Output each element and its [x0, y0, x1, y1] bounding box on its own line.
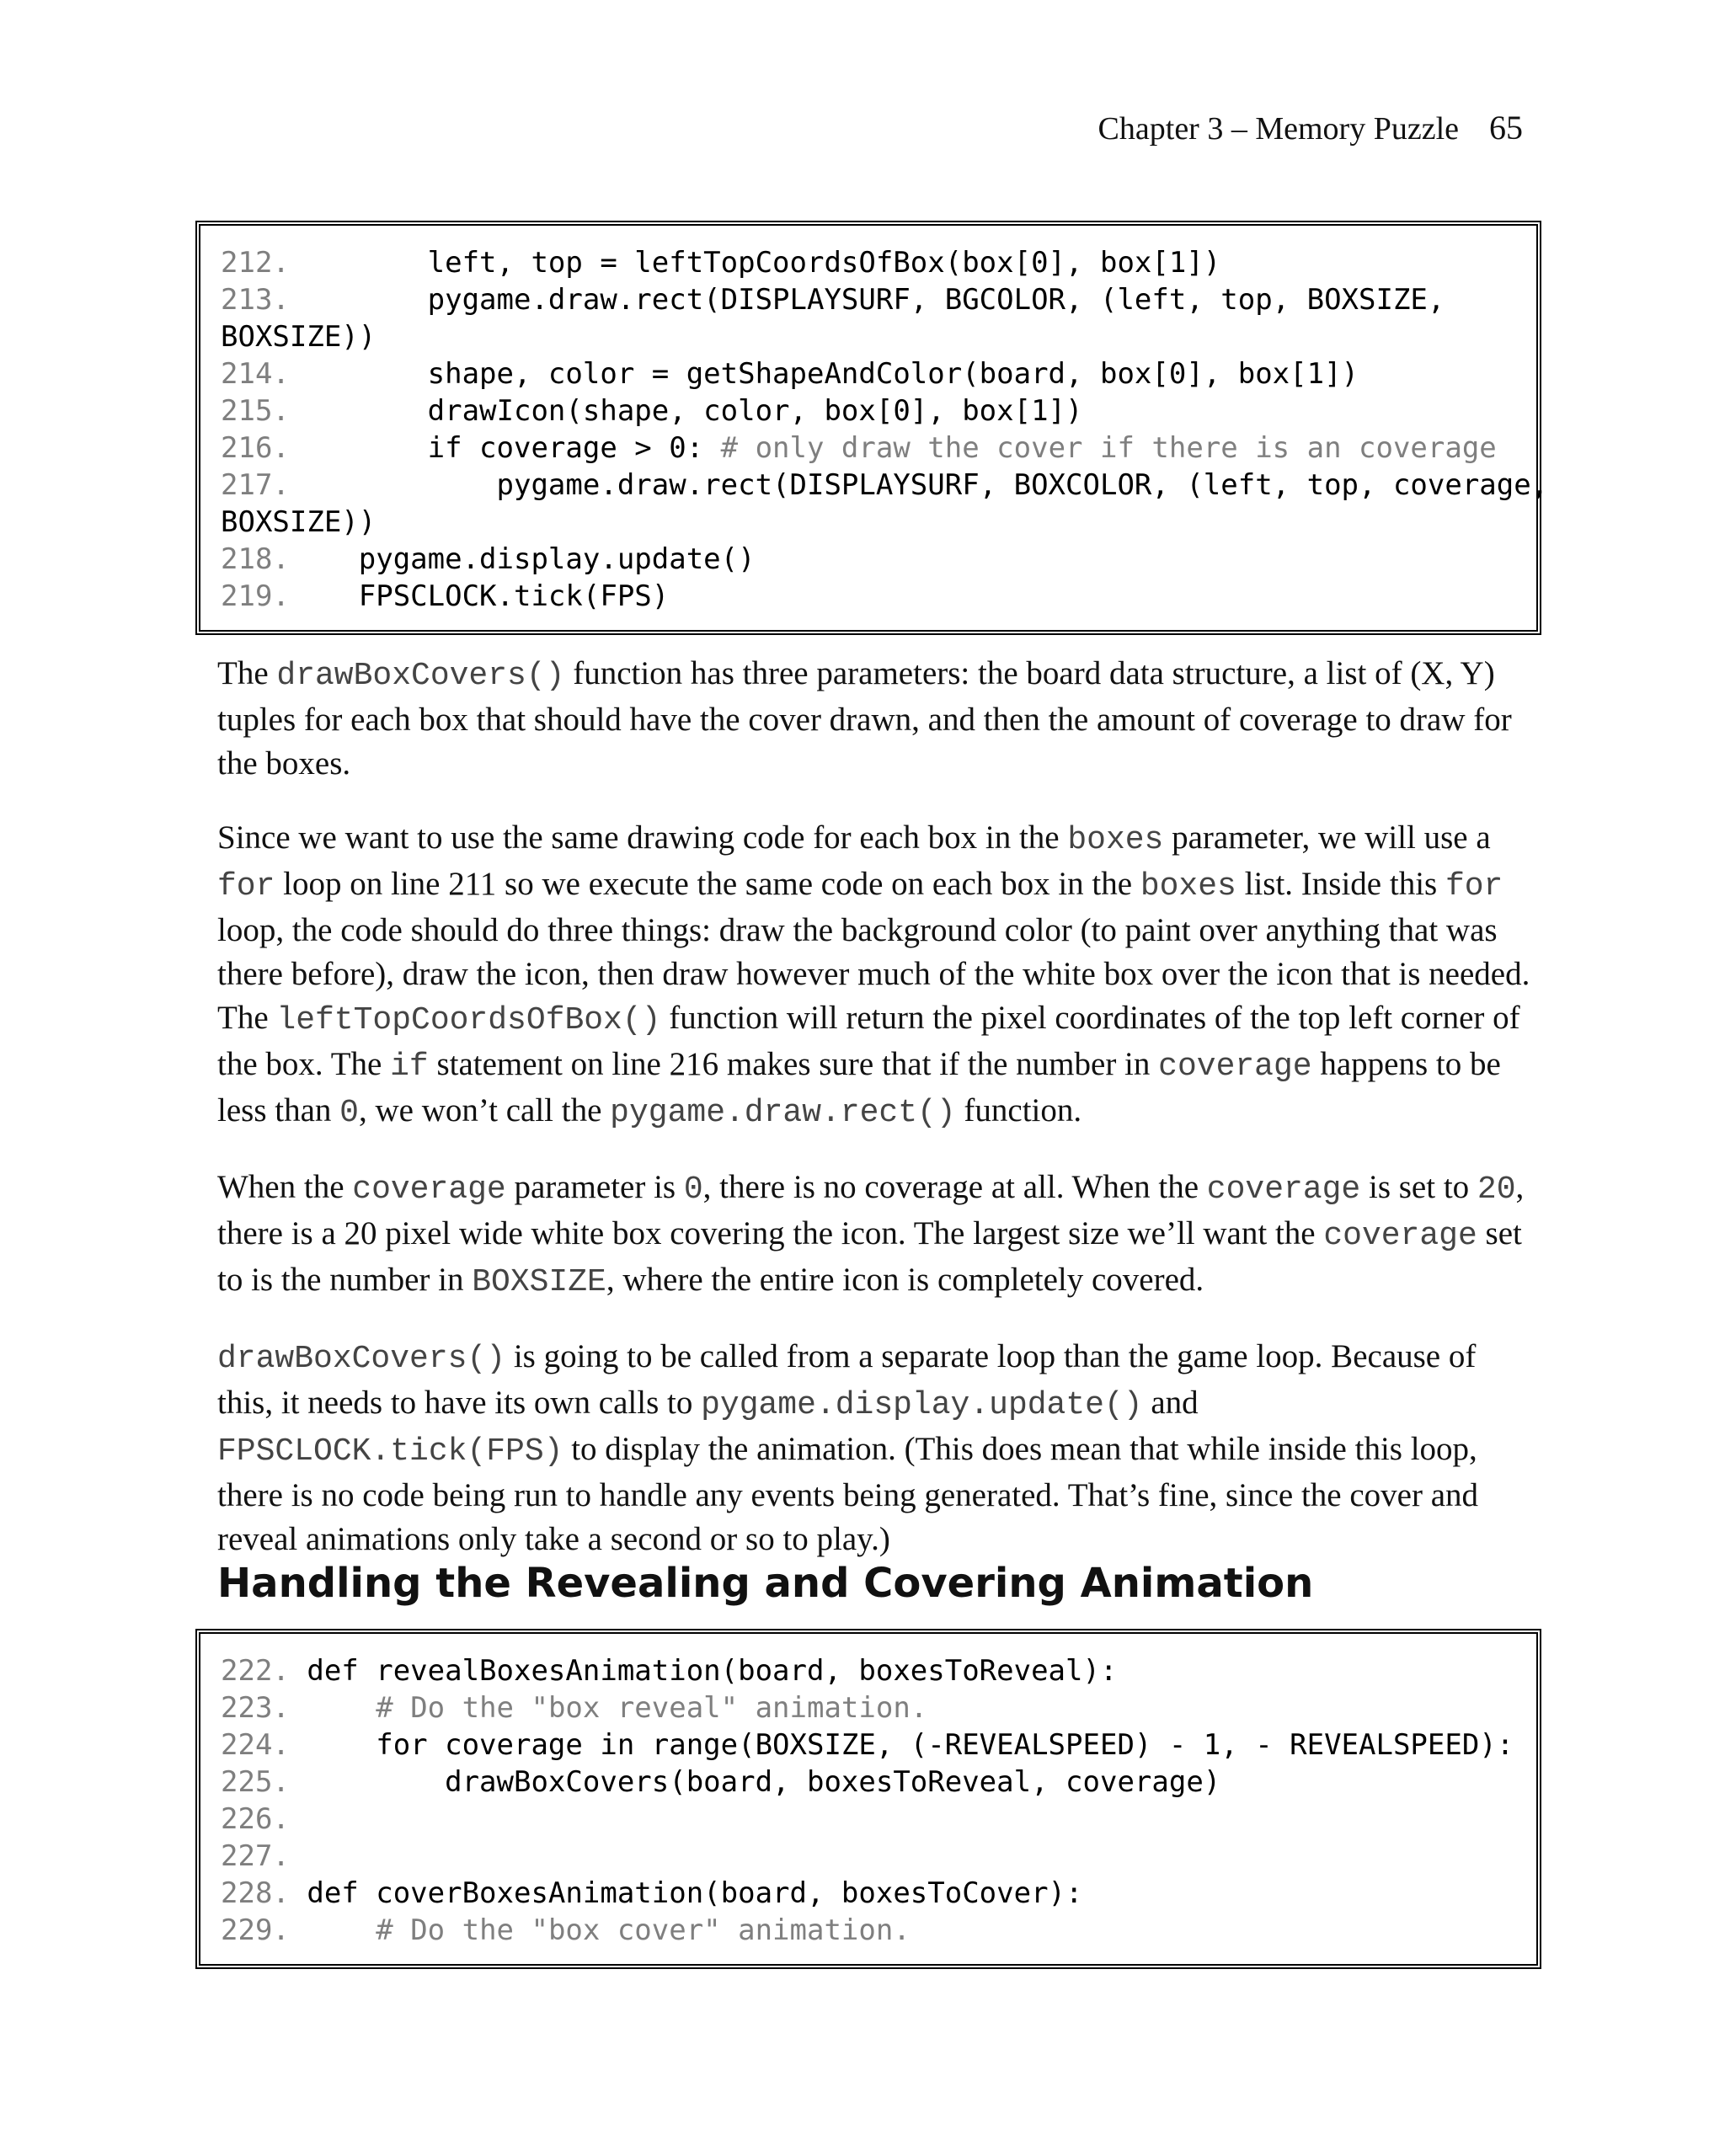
code-text: shape, color = getShapeAndColor(board, box[0], box[1]): [289, 357, 1359, 391]
inline-code: for: [217, 868, 275, 905]
inline-code: pygame.display.update(): [701, 1387, 1143, 1423]
inline-code: FPSCLOCK.tick(FPS): [217, 1433, 563, 1470]
line-number: 219.: [221, 579, 290, 613]
text-run: set to is the number in: [217, 1215, 1522, 1298]
line-number: 227.: [221, 1839, 290, 1873]
inline-code: boxes: [1140, 868, 1236, 905]
line-number: 229.: [221, 1913, 290, 1947]
text-run: , we won’t call the: [358, 1092, 611, 1129]
code-line: [221, 1838, 1519, 1875]
code-line: [221, 578, 1519, 615]
text-run: The: [217, 655, 277, 691]
running-header: [1098, 108, 1523, 147]
code-line: [221, 1801, 1519, 1838]
text-run: is going to be called from a separate loop than the game loop. Because of this, it needs to have its own calls to: [217, 1338, 1477, 1421]
inline-code: coverage: [1206, 1171, 1361, 1208]
paragraph-coverage: [217, 1166, 1531, 1305]
section-heading: Handling the Revealing and Covering Animation: [217, 1560, 1314, 1607]
line-number: 214.: [221, 357, 290, 391]
text-run: happens to be less than: [217, 1046, 1501, 1129]
inline-code: coverage: [352, 1171, 506, 1208]
code-comment: # Do the "box cover" animation.: [376, 1913, 911, 1947]
code-text: pygame.display.update(): [289, 542, 756, 576]
line-number: 218.: [221, 542, 290, 576]
code-text: [290, 1691, 376, 1725]
inline-code: for: [1445, 868, 1503, 905]
code-text: left, top = leftTopCoordsOfBox(box[0], box[1]): [289, 246, 1221, 280]
code-block-2: [195, 1629, 1541, 1969]
page-number: 65: [1489, 109, 1523, 147]
text-run: , there is a 20 pixel wide white box covering the icon. The largest size we’ll want the: [217, 1169, 1525, 1251]
code-text: [290, 1913, 376, 1947]
code-line: [221, 1764, 1519, 1801]
inline-code: if: [390, 1049, 429, 1085]
inline-code: boxes: [1067, 822, 1164, 858]
code-text: pygame.draw.rect(DISPLAYSURF, BOXCOLOR, (left, top, coverage,: [289, 468, 1549, 502]
text-run: parameter, we will use a: [1163, 819, 1491, 856]
code-text: def revealBoxesAnimation(board, boxesToReveal):: [289, 1654, 1118, 1688]
inline-code: drawBoxCovers(): [217, 1341, 506, 1377]
text-run: and: [1142, 1385, 1199, 1421]
text-run: function has three parameters: the board data structure, a list of (X, Y) tuples for each box that should have the cover drawn, and then the amount of coverage to draw for the boxes.: [217, 655, 1512, 782]
line-number: 226.: [221, 1802, 290, 1836]
code-line: [221, 244, 1519, 281]
code-text: drawBoxCovers(board, boxesToReveal, coverage): [289, 1765, 1221, 1799]
paragraph-for-loop: [217, 816, 1531, 1135]
paragraph-separate-loop: [217, 1335, 1531, 1561]
line-number: 222.: [221, 1654, 290, 1688]
code-text: pygame.draw.rect(DISPLAYSURF, BGCOLOR, (left, top, BOXSIZE,: [289, 283, 1445, 317]
inline-code: 20: [1477, 1171, 1516, 1208]
code-line: [221, 1912, 1519, 1949]
inline-code: drawBoxCovers(): [276, 658, 565, 694]
code-text: def coverBoxesAnimation(board, boxesToCover):: [289, 1876, 1083, 1910]
inline-code: 0: [339, 1095, 359, 1131]
line-number: 217.: [221, 468, 290, 502]
text-run: parameter is: [505, 1169, 684, 1205]
code-text: BOXSIZE)): [221, 505, 377, 539]
code-text: BOXSIZE)): [221, 320, 377, 354]
line-number: 213.: [221, 283, 290, 317]
code-line: [221, 1652, 1519, 1689]
code-line: [221, 281, 1519, 318]
inline-code: coverage: [1158, 1049, 1312, 1085]
line-number: 216.: [221, 431, 290, 465]
code-line: [221, 392, 1519, 430]
text-run: , where the entire icon is completely covered.: [606, 1262, 1204, 1298]
text-run: , there is no coverage at all. When the: [702, 1169, 1207, 1205]
code-text: if coverage > 0:: [289, 431, 721, 465]
inline-code: pygame.draw.rect(): [610, 1095, 956, 1131]
inline-code: 0: [683, 1171, 703, 1208]
code-line: [221, 318, 1519, 355]
code-line: [221, 355, 1519, 392]
text-run: is set to: [1360, 1169, 1477, 1205]
text-run: function will return the pixel coordinates of the top left corner of the box. The: [217, 1000, 1520, 1082]
line-number: 212.: [221, 246, 290, 280]
code-line: [221, 1726, 1519, 1764]
inline-code: leftTopCoordsOfBox(): [276, 1002, 661, 1038]
code-line: [221, 1689, 1519, 1726]
code-line: [221, 467, 1549, 504]
text-run: list. Inside this: [1236, 866, 1445, 902]
line-number: 224.: [221, 1728, 290, 1762]
text-run: loop on line 211 so we execute the same code on each box in the: [275, 866, 1140, 902]
code-line: [221, 430, 1519, 467]
line-number: 228.: [221, 1876, 290, 1910]
code-text: for coverage in range(BOXSIZE, (-REVEALSPEED) - 1, - REVEALSPEED):: [289, 1728, 1514, 1762]
code-comment: # only draw the cover if there is an coverage: [720, 431, 1497, 465]
paragraph-drawboxcovers-params: [217, 652, 1531, 786]
text-run: statement on line 216 makes sure that if the number in: [428, 1046, 1159, 1082]
text-run: When the: [217, 1169, 353, 1205]
code-text: FPSCLOCK.tick(FPS): [289, 579, 670, 613]
code-text: drawIcon(shape, color, box[0], box[1]): [289, 394, 1083, 428]
code-comment: # Do the "box reveal" animation.: [376, 1691, 928, 1725]
inline-code: coverage: [1323, 1218, 1477, 1254]
line-number: 223.: [221, 1691, 290, 1725]
text-run: function.: [955, 1092, 1082, 1129]
line-number: 215.: [221, 394, 290, 428]
text-run: to display the animation. (This does mean that while inside this loop, there is no code being run to handle any events being generated. That’s fine, since the cover and reveal animations only take a second or so to play.): [217, 1431, 1479, 1557]
text-run: Since we want to use the same drawing code for each box in the: [217, 819, 1068, 856]
inline-code: BOXSIZE: [472, 1264, 606, 1300]
line-number: 225.: [221, 1765, 290, 1799]
body-text: [217, 652, 1531, 1592]
code-line: [221, 1875, 1519, 1912]
code-block-1: [195, 221, 1549, 635]
code-line: [221, 541, 1519, 578]
code-line: [221, 504, 1519, 541]
chapter-title: Chapter 3 – Memory Puzzle: [1097, 111, 1459, 147]
text-run: loop, the code should do three things: draw the background color (to paint over anything that was there before), draw the icon, then draw however much of the white box over the icon that is needed. The: [217, 912, 1530, 1036]
